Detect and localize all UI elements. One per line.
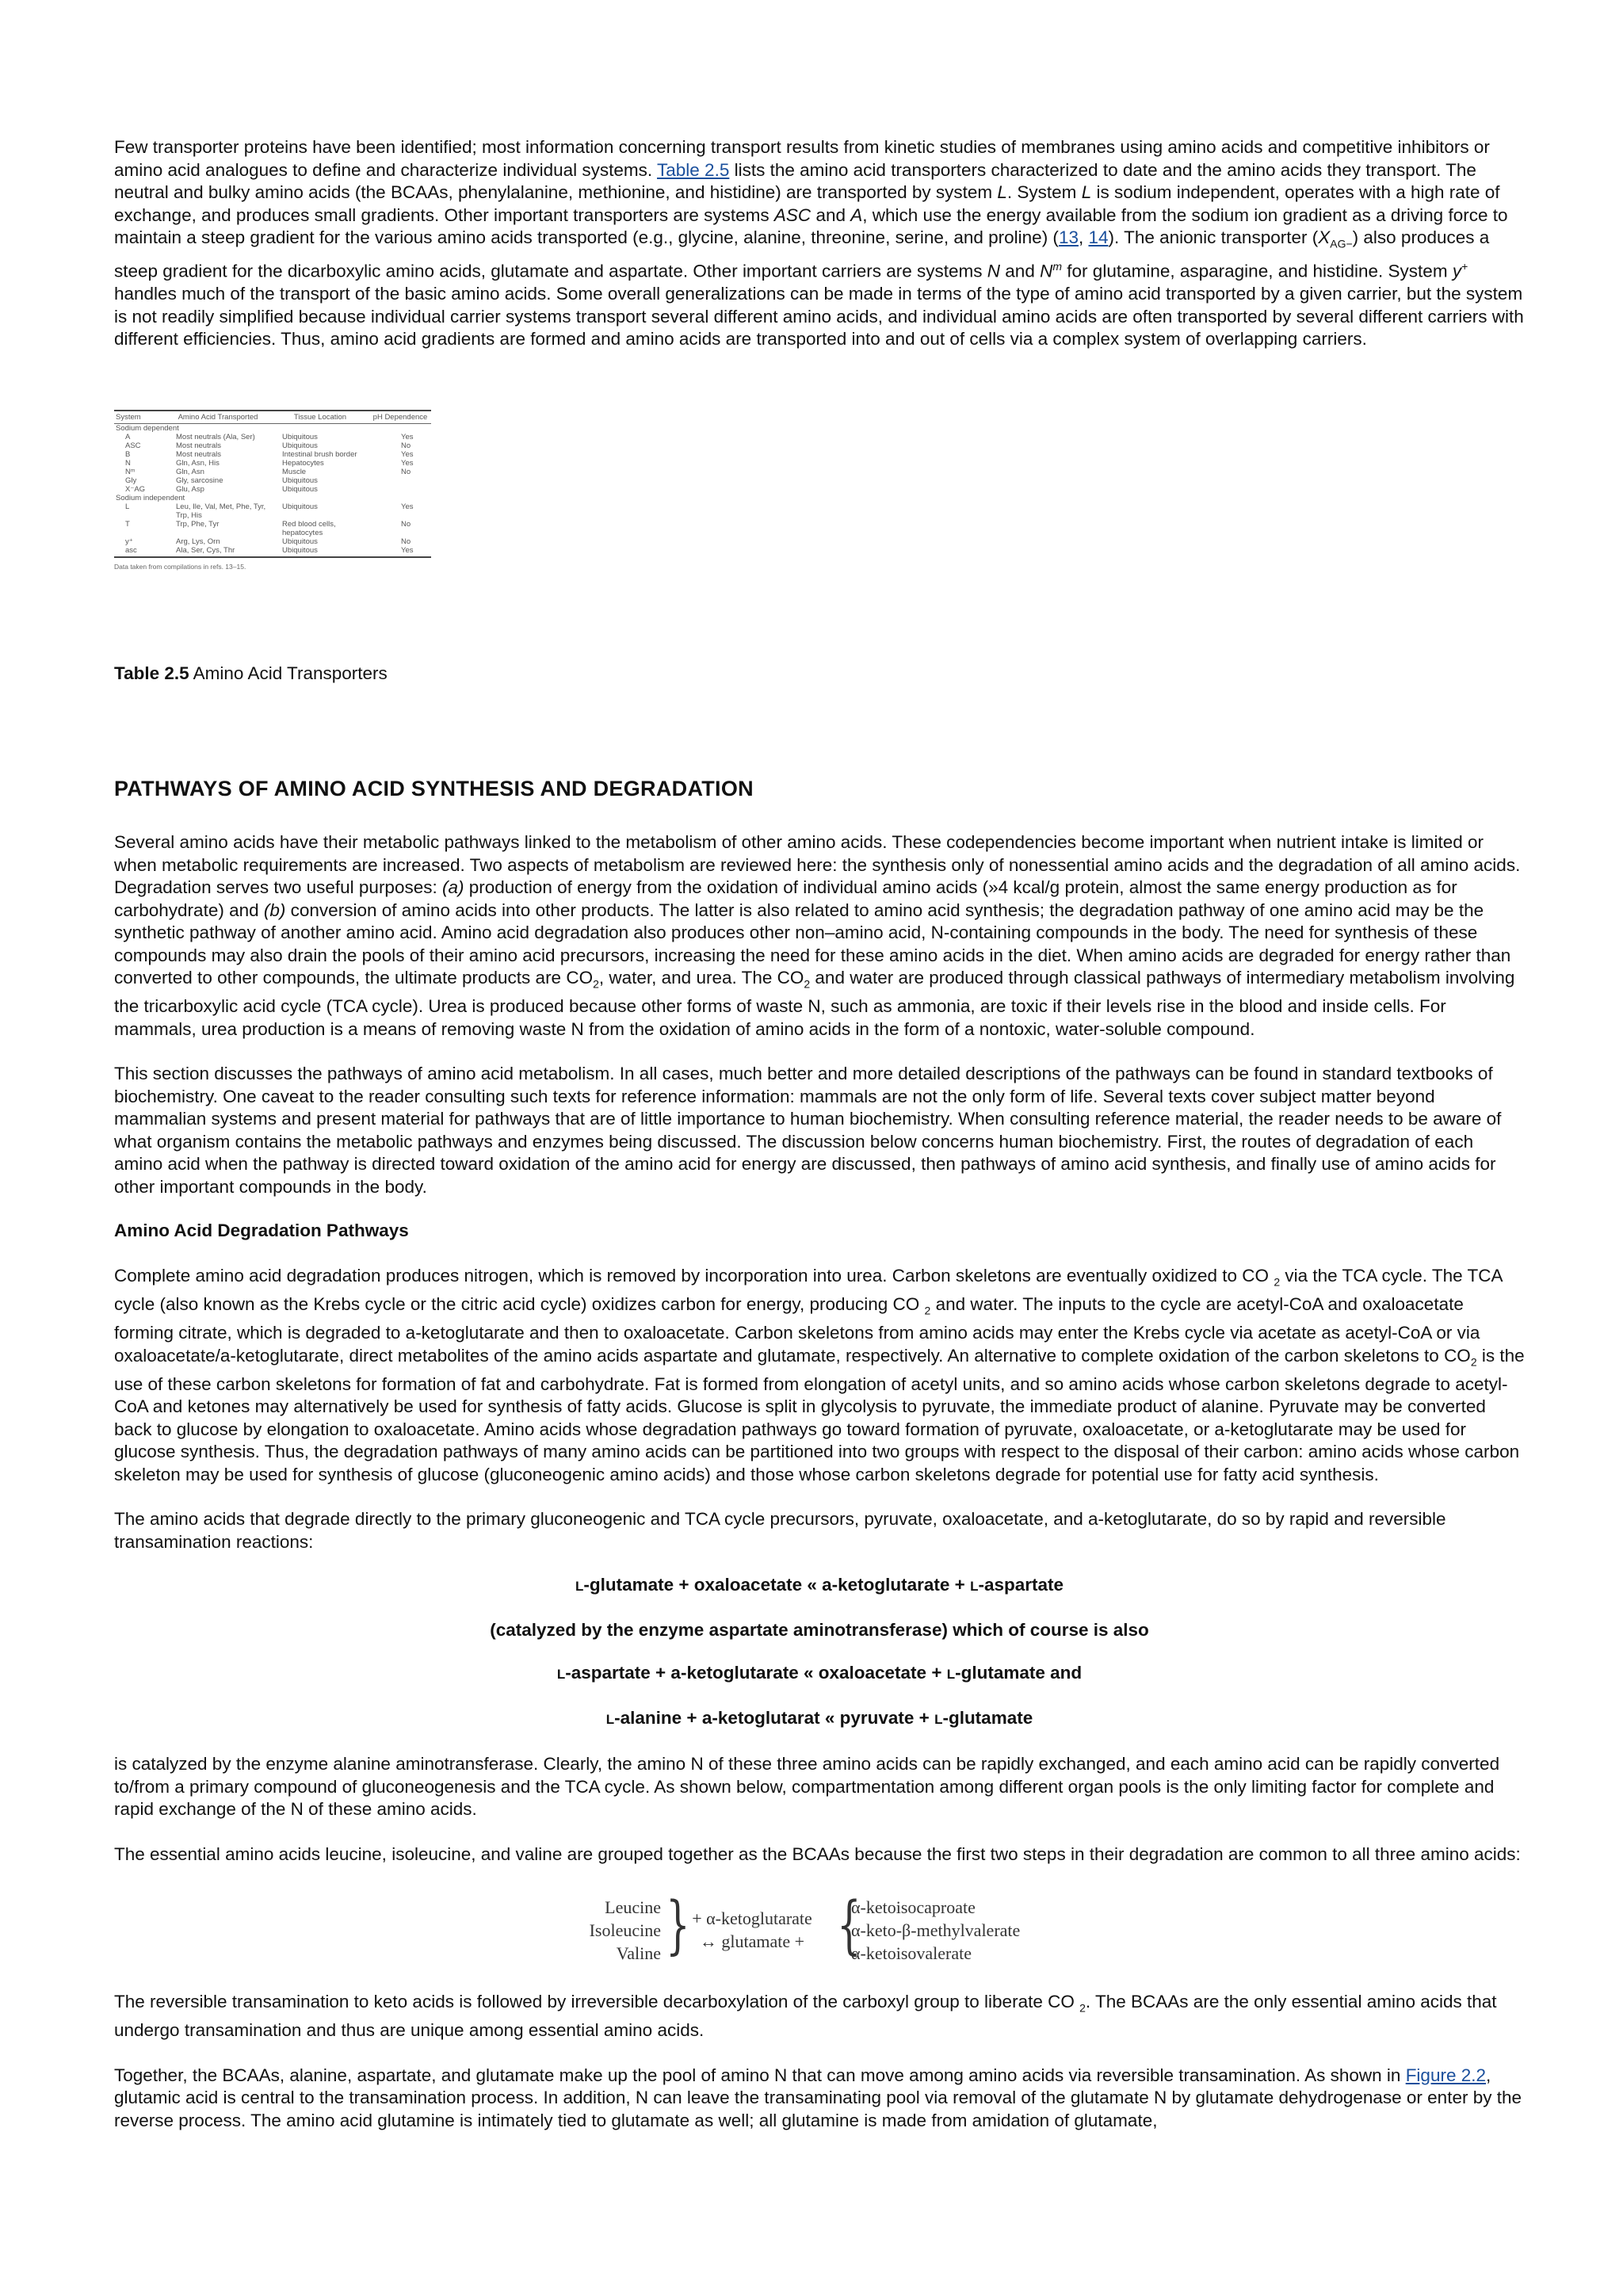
table-row: y⁺ Arg, Lys, Orn Ubiquitous No [125,537,411,546]
amino-acid-transporters-table [114,410,431,571]
ref-13-link[interactable]: 13 [1058,227,1079,247]
paragraph: The amino acids that degrade directly to the primary gluconeogenic and TCA cycle precursors, pyruvate, oxaloacetate, and a-ketoglutarate, do so by rapid and reversible transamination reactions: [114,1509,1446,1552]
table-row: B Most neutrals Intestinal brush border Yes [125,450,414,459]
figure-2-2-link[interactable]: Figure 2.2 [1405,2065,1486,2085]
paragraph: This section discusses the pathways of amino acid metabolism. In all cases, much better and more detailed descriptions of the pathways can be found in standard textbooks of biochemistry. One caveat to the reader consulting such texts for reference information: mammals are not the only form of life. Several texts cover subject matter beyond mammalian systems and present material for pathways that are of little importance to human biochemistry. When consulting reference material, the reader needs to be aware of what organism contains the metabolic pathways and enzymes being discussed. The discussion below concerns human biochemistry. First, the routes of degradation of each amino acid when the pathway is directed toward oxidation of the amino acid for energy are discussed, then pathways of amino acid synthesis, and finally use of amino acids for other important compounds in the body. [114,1064,1502,1197]
ref-14-link[interactable]: 14 [1088,227,1109,247]
table-row: T Trp, Phe, Tyr Red blood cells, hepatocytes No [125,520,411,537]
keto-acid-1: α-ketoisocaproate [851,1897,976,1917]
left-brace-icon: { [837,1888,861,1962]
table-row: X⁻AG Glu, Asp Ubiquitous [125,485,318,494]
table-row: N Gln, Asn, His Hepatocytes Yes [125,459,414,468]
table-header-ph: pH Dependence [372,413,428,422]
bcaa-isoleucine: Isoleucine [589,1920,661,1940]
reaction-equation: L-aspartate + a-ketoglutarate « oxaloacetate + L-glutamate and [556,1663,1083,1683]
paragraph: Complete amino acid degradation produces nitrogen, which is removed by incorporation into urea. Carbon skeletons are eventually oxidized to CO $_2$ via the TCA cycle. The TCA cycle (also known as the Krebs cycle or the citric acid cycle) oxidizes carbon for energy, producing CO $_2$ and water. The inputs to the cycle are acetyl-CoA and oxaloacetate forming citrate, which is degraded to a-ketoglutarate and then to oxaloacetate. Carbon skeletons from amino acids may enter the Krebs cycle via acetate as acetyl-CoA or via oxaloacetate/a-ketoglutarate, direct metabolites of the amino acids aspartate and glutamate, respectively. An alternative to complete oxidation of the carbon skeletons to $CO_2$ is the use of these carbon skeletons for formation of fat and carbohydrate. Fat is formed from elongation of acetyl units, and so amino acids whose carbon skeletons degrade to acetyl-CoA and ketones may alternatively be used for synthesis of fatty acids. Glucose is split in glycolysis to pyruvate, the immediate product of alanine. Pyruvate may be converted back to glucose by elongation to oxaloacetate. Amino acids whose degradation pathways go toward formation of pyruvate, oxaloacetate, or a-ketoglutarate may be used for glucose synthesis. Thus, the degradation pathways of many amino acids can be partitioned into two groups with respect to the disposal of their carbon: amino acids whose carbon skeleton may be used for synthesis of glucose (gluconeogenic amino acids) and those whose carbon skeletons degrade for potential use for fatty acid synthesis. [114,1266,1525,1484]
document-page [114,136,1525,2130]
table-caption: Table 2.5 Amino Acid Transporters [114,663,388,683]
pathways-section [114,777,1525,2132]
paragraph: is catalyzed by the enzyme alanine aminotransferase. Clearly, the amino N of these three amino acids can be rapidly exchanged, and each amino acid can be rapidly converted to/from a primary compound of gluconeogenesis and the TCA cycle. As shown below, compartmentation among different organ pools is the only limiting factor for complete and rapid exchange of the N of these amino acids. [114,1754,1500,1819]
intro-paragraph: Few transporter proteins have been identified; most information concerning transport results from kinetic studies of membranes using amino acids and competitive inhibitors or amino acid analogues to define and characterize individual systems. Table 2.5 lists the amino acid transporters characterized to date and the amino acids they transport. The neutral and bulky amino acids (the BCAAs, phenylalanine, methionine, and histidine) are transported by system L. System L is sodium independent, operates with a high rate of exchange, and produces small gradients. Other important transporters are systems ASC and A, which use the energy available from the sodium ion gradient as a driving force to maintain a steep gradient for the various amino acids transported (e.g., glycine, alanine, threonine, serine, and proline) (13, 14). The anionic transporter $(X_{AG-})$ also produces a steep gradient for the dicarboxylic amino acids, glutamate and aspartate. Other important carriers are systems N and $N^m$ for glutamine, asparagine, and histidine. System y+ handles much of the transport of the basic amino acids. Some overall generalizations can be made in terms of the type of amino acid transported by a given carrier, but the system is not readily simplified because individual carrier systems transport several different amino acids, and individual amino acids are often transported by several different carriers with different efficiencies. Thus, amino acid gradients are formed and amino acids are transported into and out of cells via a complex system of overlapping carriers. [114,137,1524,349]
reaction-note: (catalyzed by the enzyme aspartate aminotransferase) which of course is also [490,1619,1149,1640]
bcaa-ketoglutarate: + α-ketoglutarate [692,1908,812,1928]
bcaa-glutamate: ↔ glutamate + [699,1931,805,1951]
bcaa-transamination-diagram [574,1888,1065,1972]
table-row: asc Ala, Ser, Cys, Thr Ubiquitous Yes [125,546,414,555]
table-group-label: Sodium independent [116,494,185,502]
subsection-heading: Amino Acid Degradation Pathways [114,1221,409,1240]
paragraph: Several amino acids have their metabolic pathways linked to the metabolism of other amino acids. These codependencies become important when nutrient intake is limited or when metabolic requirements are increased. Two aspects of metabolism are reviewed here: the synthesis only of nonessential amino acids and the degradation of all amino acids. Degradation serves two useful purposes: (a) production of energy from the oxidation of individual amino acids (»4 kcal/g protein, almost the same energy production as for carbohydrate) and (b) conversion of amino acids into other products. The latter is also related to amino acid synthesis; the degradation pathway of one amino acid may be the synthetic pathway of another amino acid. Amino acid degradation also produces other non–amino acid, N-containing compounds in the body. The need for synthesis of these compounds may also drain the pools of their amino acid precursors, increasing the need for these amino acids in the diet. When amino acids are degraded for energy rather than converted to other compounds, the ultimate products are $CO_2$, water, and urea. The $CO_2$ and water are produced through classical pathways of intermediary metabolism involving the tricarboxylic acid cycle (TCA cycle). Urea is produced because other forms of waste N, such as ammonia, are toxic if their levels rise in the blood and inside cells. For mammals, urea production is a means of removing waste N from the oxidation of amino acids in the form of a nontoxic, water-soluble compound. [114,832,1521,1039]
table-row: A Most neutrals (Ala, Ser) Ubiquitous Yes [125,433,414,441]
bcaa-valine: Valine [616,1943,661,1963]
right-brace-icon: } [666,1888,690,1962]
table-row: ASC Most neutrals Ubiquitous No [125,441,411,450]
table-row: L Leu, Ile, Val, Met, Phe, Tyr, Trp, His Ubiquitous Yes [125,502,414,520]
section-heading: PATHWAYS OF AMINO ACID SYNTHESIS AND DEGRADATION [114,777,754,800]
table-row: Gly Gly, sarcosine Ubiquitous [125,476,318,485]
table-footnote: Data taken from compilations in refs. 13–15. [114,563,246,571]
paragraph: The reversible transamination to keto acids is followed by irreversible decarboxylation of the carboxyl group to liberate CO $_2$. The BCAAs are the only essential amino acids that undergo transamination and thus are unique among essential amino acids. [114,1992,1497,2040]
table-header-tissue: Tissue Location [293,413,347,422]
keto-acid-2: α-keto-β-methylvalerate [851,1920,1021,1940]
table-row: Nᵐ Gln, Asn Muscle No [125,468,411,476]
table-header-system: System [116,413,141,422]
table-2-5-link[interactable]: Table 2.5 [657,159,730,180]
table-group-label: Sodium dependent [116,424,179,433]
reaction-equation: L-glutamate + oxaloacetate « a-ketoglutarate + L-aspartate [575,1575,1064,1595]
keto-acid-3: α-ketoisovalerate [851,1943,972,1963]
paragraph: The essential amino acids leucine, isoleucine, and valine are grouped together as the BCAAs because the first two steps in their degradation are common to all three amino acids: [114,1843,1521,1864]
bcaa-leucine: Leucine [605,1897,661,1917]
paragraph: Together, the BCAAs, alanine, aspartate, and glutamate make up the pool of amino N that can move among amino acids via reversible transamination. As shown in Figure 2.2, glutamic acid is central to the transamination process. In addition, N can leave the transaminating pool via removal of the glutamate N by glutamate dehydrogenase or enter by the reverse process. The amino acid glutamine is intimately tied to glutamate as well; all glutamine is made from amidation of glutamate, [114,2065,1522,2130]
table-header-amino-acid: Amino Acid Transported [178,413,258,422]
reaction-equation: L-alanine + a-ketoglutarat « pyruvate + L-glutamate [605,1707,1033,1728]
